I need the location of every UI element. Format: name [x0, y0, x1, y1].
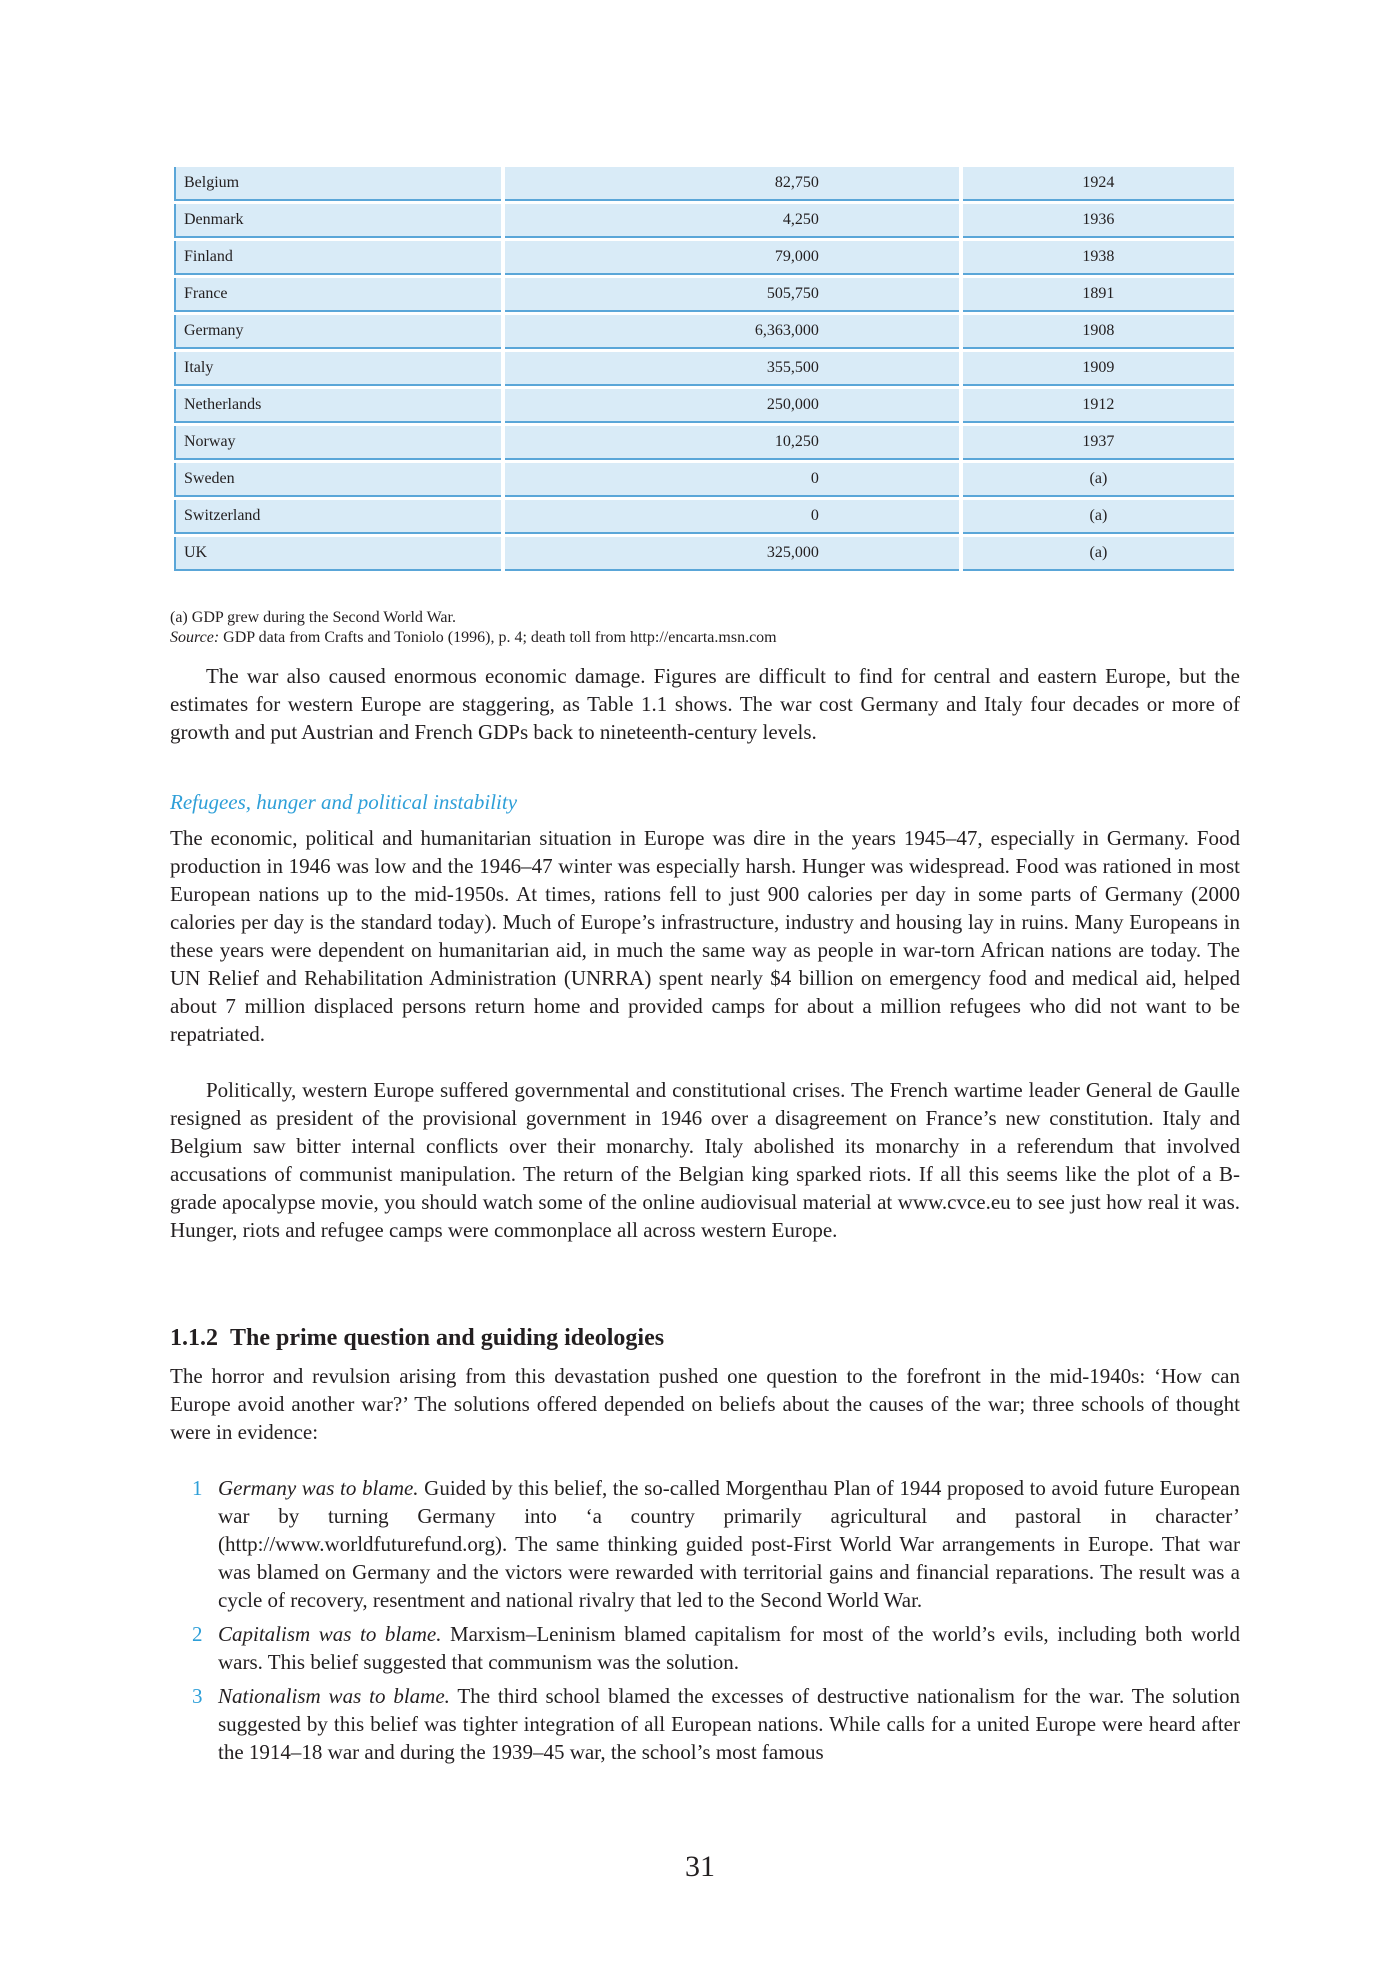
list-lead: Capitalism was to blame. — [218, 1622, 442, 1646]
table-row — [174, 278, 1234, 312]
table-notes — [170, 608, 1240, 648]
list-number: 2 — [192, 1622, 203, 1646]
section-title: The prime question and guiding ideologies — [230, 1325, 665, 1351]
country-cell: Denmark — [174, 204, 501, 238]
gdp-year-cell: (a) — [963, 537, 1234, 571]
country-cell: Switzerland — [174, 500, 501, 534]
table-row — [174, 315, 1234, 349]
table-row — [174, 463, 1234, 497]
gdp-death-toll-table — [170, 164, 1238, 574]
list-item — [170, 1620, 1240, 1676]
country-cell: Finland — [174, 241, 501, 275]
list-lead: Germany was to blame. — [218, 1476, 419, 1500]
paragraph-economic-damage: The war also caused enormous economic damage. Figures are difficult to find for central and eastern Europe, but the estimates for western Europe are staggering, as Table 1.1 shows. The war cost Germany and Italy four decades or more of growth and put Austrian and French GDPs back to nineteenth-century levels. — [170, 664, 1240, 744]
table-body — [174, 167, 1234, 571]
subheading-refugees: Refugees, hunger and political instability — [170, 790, 518, 814]
table-row — [174, 167, 1234, 201]
country-cell: Belgium — [174, 167, 501, 201]
table-footnote: (a) GDP grew during the Second World War. — [170, 609, 456, 626]
source-text: GDP data from Crafts and Toniolo (1996), p. 4; death toll from http://encarta.msn.com — [219, 629, 777, 646]
list-item — [170, 1474, 1240, 1614]
death-toll-cell: 79,000 — [505, 241, 959, 275]
table-source — [170, 628, 1240, 648]
death-toll-cell: 10,250 — [505, 426, 959, 460]
gdp-year-cell: 1909 — [963, 352, 1234, 386]
gdp-year-cell: 1938 — [963, 241, 1234, 275]
death-toll-cell: 250,000 — [505, 389, 959, 423]
paragraph-political-crises: Politically, western Europe suffered governmental and constitutional crises. The French wartime leader General de Gaulle resigned as president of the provisional government in 1946 over a disagreement on France’s new constitution. Italy and Belgium saw bitter internal conflicts over their monarchy. Italy abolished its monarchy in a referendum that involved accusations of communist manipulation. The return of the Belgian king sparked riots. If all this seems like the plot of a B-grade apocalypse movie, you should watch some of the online audiovisual material at www.cvce.eu to see just how real it was. Hunger, riots and refugee camps were commonplace all across western Europe. — [170, 1078, 1240, 1242]
table-row — [174, 352, 1234, 386]
death-toll-cell: 0 — [505, 500, 959, 534]
death-toll-cell: 6,363,000 — [505, 315, 959, 349]
country-cell: UK — [174, 537, 501, 571]
table-row — [174, 500, 1234, 534]
gdp-year-cell: 1908 — [963, 315, 1234, 349]
death-toll-cell: 355,500 — [505, 352, 959, 386]
schools-of-thought-list — [170, 1474, 1240, 1772]
list-number: 3 — [192, 1684, 203, 1708]
page-number: 31 — [685, 1850, 715, 1883]
paragraph-humanitarian: The economic, political and humanitarian situation in Europe was dire in the years 1945–47, especially in Germany. Food production in 1946 was low and the 1946–47 winter was especially harsh. Hunger was widespread. Food was rationed in most European nations up to the mid-1950s. At times, rations fell to just 900 calories per day in some parts of Germany (2000 calories per day is the standard today). Much of Europe’s infrastructure, industry and housing lay in ruins. Many Europeans in these years were dependent on humanitarian aid, in much the same way as people in war-torn African nations are today. The UN Relief and Rehabilitation Administration (UNRRA) spent nearly $4 billion on emergency food and medical aid, helped about 7 million displaced persons return home and provided camps for about a million refugees who did not want to be repatriated. — [170, 826, 1240, 1046]
list-item — [170, 1682, 1240, 1766]
section-number: 1.1.2 — [170, 1325, 218, 1351]
country-cell: France — [174, 278, 501, 312]
table-row — [174, 204, 1234, 238]
gdp-year-cell: 1912 — [963, 389, 1234, 423]
death-toll-cell: 4,250 — [505, 204, 959, 238]
gdp-year-cell: 1924 — [963, 167, 1234, 201]
death-toll-cell: 82,750 — [505, 167, 959, 201]
list-number: 1 — [192, 1476, 203, 1500]
list-text: The third school blamed the excesses of destructive nationalism for the war. The solution suggested by this belief was tighter integration of all European nations. While calls for a united Europe were heard after the 1914–18 war and during the 1939–45 war, the school’s most famous — [218, 1684, 1240, 1764]
death-toll-cell: 325,000 — [505, 537, 959, 571]
table-row — [174, 426, 1234, 460]
gdp-year-cell: (a) — [963, 463, 1234, 497]
list-text: Marxism–Leninism blamed capitalism for most of the world’s evils, including both world wars. This belief suggested that communism was the solution. — [218, 1622, 1240, 1674]
gdp-year-cell: 1936 — [963, 204, 1234, 238]
list-text: Guided by this belief, the so-called Morgenthau Plan of 1944 proposed to avoid future European war by turning Germany into ‘a country primarily agricultural and pastoral in character’ (http://www.worldfuturefund.org). The same thinking guided post-First World War arrangements in Europe. That war was blamed on Germany and the victors were rewarded with territorial gains and financial reparations. The result was a cycle of recovery, resentment and national rivalry that led to the Second World War. — [218, 1476, 1241, 1612]
gdp-year-cell: 1891 — [963, 278, 1234, 312]
country-cell: Germany — [174, 315, 501, 349]
list-lead: Nationalism was to blame. — [218, 1684, 450, 1708]
paragraph-prime-question: The horror and revulsion arising from this devastation pushed one question to the forefront in the mid-1940s: ‘How can Europe avoid another war?’ The solutions offered depended on beliefs about the causes of the war; three schools of thought were in evidence: — [170, 1364, 1240, 1444]
source-label: Source: — [170, 629, 220, 646]
country-cell: Sweden — [174, 463, 501, 497]
death-toll-cell: 0 — [505, 463, 959, 497]
gdp-year-cell: 1937 — [963, 426, 1234, 460]
gdp-year-cell: (a) — [963, 500, 1234, 534]
section-heading — [170, 1325, 664, 1352]
table-row — [174, 537, 1234, 571]
country-cell: Norway — [174, 426, 501, 460]
table-row — [174, 389, 1234, 423]
country-cell: Netherlands — [174, 389, 501, 423]
death-toll-cell: 505,750 — [505, 278, 959, 312]
country-cell: Italy — [174, 352, 501, 386]
table-row — [174, 241, 1234, 275]
